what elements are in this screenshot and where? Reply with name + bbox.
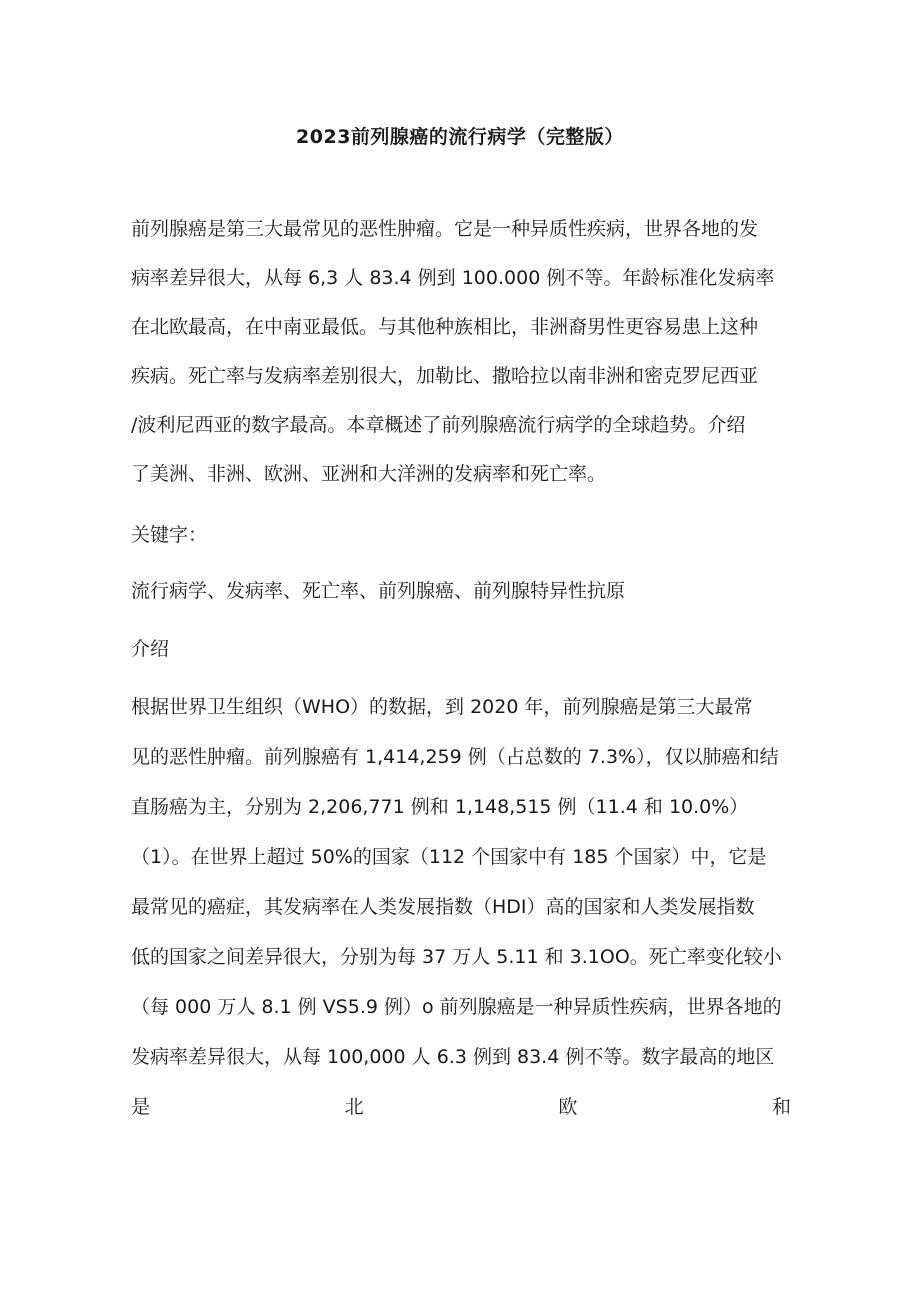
paragraph-line: 发病率差异很大，从每 100,000 人 6.3 例到 83.4 例不等。数字最高的地区 — [131, 1046, 775, 1068]
paragraph-line: 最常见的癌症，其发病率在人类发展指数（HDI）高的国家和人类发展指数 — [131, 896, 755, 918]
section-heading-intro: 介绍 — [131, 638, 170, 660]
document-title: 2023前列腺癌的流行病学（完整版） — [296, 126, 624, 148]
paragraph-line: 前列腺癌是第三大最常见的恶性肿瘤。它是一种异质性疾病，世界各地的发 — [131, 218, 759, 240]
paragraph-line: /波利尼西亚的数字最高。本章概述了前列腺癌流行病学的全球趋势。介绍 — [131, 414, 746, 436]
abstract-paragraph — [131, 212, 791, 491]
paragraph-line: 了美洲、非洲、欧洲、亚洲和大洋洲的发病率和死亡率。 — [131, 463, 607, 485]
paragraph-line: 在北欧最高，在中南亚最低。与其他种族相比，非洲裔男性更容易患上这种 — [131, 316, 759, 338]
paragraph-line: （1）。在世界上超过 50%的国家（112 个国家中有 185 个国家）中，它是 — [131, 846, 767, 868]
paragraph-line: 见的恶性肿瘤。前列腺癌有 1,414,259 例（占总数的 7.3%），仅以肺癌和结 — [131, 746, 779, 768]
paragraph-line: 根据世界卫生组织（WHO）的数据，到 2020 年，前列腺癌是第三大最常 — [131, 696, 753, 718]
justified-word: 北 — [344, 1096, 364, 1118]
paragraph-line: （每 000 万人 8.1 例 VS5.9 例）o 前列腺癌是一种异质性疾病，世界各地的 — [131, 996, 782, 1018]
paragraph-line: 疾病。死亡率与发病率差别很大，加勒比、撒哈拉以南非洲和密克罗尼西亚 — [131, 365, 759, 387]
intro-paragraph — [131, 690, 791, 1124]
keywords-label: 关键字： — [131, 524, 208, 546]
paragraph-line: 病率差异很大，从每 6,3 人 83.4 例到 100.000 例不等。年龄标准化发病率 — [131, 267, 775, 289]
justified-word: 欧 — [558, 1096, 578, 1118]
paragraph-line: 直肠癌为主，分别为 2,206,771 例和 1,148,515 例（11.4 和 10.0%） — [131, 796, 749, 818]
paragraph-last-line — [131, 1090, 791, 1124]
paragraph-line: 低的国家之间差异很大，分别为每 37 万人 5.11 和 3.1OO。死亡率变化较小 — [131, 946, 782, 968]
justified-word: 和 — [771, 1096, 791, 1118]
keywords-list: 流行病学、发病率、死亡率、前列腺癌、前列腺特异性抗原 — [131, 580, 626, 602]
justified-word: 是 — [131, 1096, 151, 1118]
